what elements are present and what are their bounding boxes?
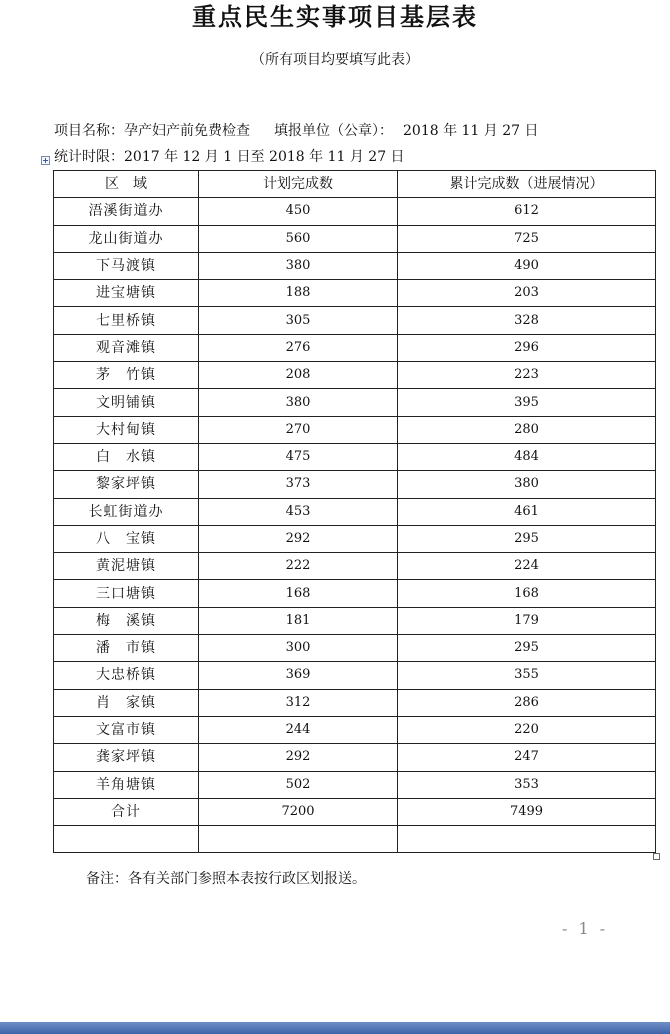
table-row [54, 443, 656, 470]
table-row [54, 198, 656, 225]
table-row [54, 580, 656, 607]
table-row [54, 716, 656, 743]
cell-planned: 181 [199, 607, 398, 634]
table-row [54, 280, 656, 307]
table-row [54, 744, 656, 771]
cell-cumulative: 295 [398, 635, 656, 662]
cell-planned: 369 [199, 662, 398, 689]
header-cumulative: 累计完成数（进展情况） [398, 171, 656, 198]
cell-region: 龙山街道办 [54, 225, 199, 252]
table-row [54, 771, 656, 798]
cell-planned: 475 [199, 443, 398, 470]
remark-note: 备注：各有关部门参照本表按行政区划报送。 [86, 871, 366, 887]
cell-planned: 450 [199, 198, 398, 225]
cell-region: 潘 市镇 [54, 635, 199, 662]
cell-planned [199, 826, 398, 853]
table-row [54, 362, 656, 389]
cell-cumulative: 353 [398, 771, 656, 798]
cell-region: 浯溪街道办 [54, 198, 199, 225]
table-row [54, 225, 656, 252]
cell-region: 进宝塘镇 [54, 280, 199, 307]
table-row [54, 252, 656, 279]
project-info-line [54, 121, 539, 141]
cell-cumulative: 220 [398, 716, 656, 743]
table-move-handle-icon[interactable] [41, 156, 50, 165]
cell-region: 龚家坪镇 [54, 744, 199, 771]
reporting-unit-label: 填报单位（公章）： [274, 123, 393, 139]
table-resize-handle[interactable] [653, 853, 660, 860]
table-row [54, 607, 656, 634]
cell-planned: 208 [199, 362, 398, 389]
cell-region: 三口塘镇 [54, 580, 199, 607]
cell-planned: 300 [199, 635, 398, 662]
cell-cumulative: 484 [398, 443, 656, 470]
cell-planned: 188 [199, 280, 398, 307]
cell-cumulative: 286 [398, 689, 656, 716]
table-row [54, 635, 656, 662]
cell-cumulative: 461 [398, 498, 656, 525]
cell-planned: 270 [199, 416, 398, 443]
taskbar-strip [0, 1022, 670, 1034]
cell-planned: 312 [199, 689, 398, 716]
cell-cumulative: 612 [398, 198, 656, 225]
cell-cumulative: 328 [398, 307, 656, 334]
cell-planned: 453 [199, 498, 398, 525]
cell-cumulative: 355 [398, 662, 656, 689]
cell-cumulative: 296 [398, 334, 656, 361]
table-row [54, 689, 656, 716]
cell-cumulative: 490 [398, 252, 656, 279]
total-row [54, 798, 656, 825]
cell-cumulative: 295 [398, 525, 656, 552]
cell-region: 黄泥塘镇 [54, 553, 199, 580]
document-title: 重点民生实事项目基层表 [192, 2, 478, 31]
cell-cumulative: 395 [398, 389, 656, 416]
cell-region: 合计 [54, 798, 199, 825]
header-planned: 计划完成数 [199, 171, 398, 198]
cell-planned: 373 [199, 471, 398, 498]
cell-planned: 560 [199, 225, 398, 252]
cell-cumulative: 179 [398, 607, 656, 634]
cell-region: 文富市镇 [54, 716, 199, 743]
cell-region [54, 826, 199, 853]
cell-region: 茅 竹镇 [54, 362, 199, 389]
table-row [54, 498, 656, 525]
cell-cumulative: 380 [398, 471, 656, 498]
cell-region: 肖 家镇 [54, 689, 199, 716]
cell-cumulative: 725 [398, 225, 656, 252]
statistics-period: 统计时限：2017 年 12 月 1 日至 2018 年 11 月 27 日 [54, 149, 405, 165]
cell-planned: 305 [199, 307, 398, 334]
report-date: 2018 年 11 月 27 日 [403, 123, 539, 139]
table-row [54, 389, 656, 416]
cell-region: 文明铺镇 [54, 389, 199, 416]
cell-planned: 292 [199, 525, 398, 552]
table-header-row [54, 171, 656, 198]
cell-cumulative: 247 [398, 744, 656, 771]
header-region: 区 域 [54, 171, 199, 198]
cell-planned: 292 [199, 744, 398, 771]
cell-planned: 168 [199, 580, 398, 607]
cell-cumulative: 280 [398, 416, 656, 443]
document-subtitle: （所有项目均要填写此表） [251, 52, 419, 68]
table-row [54, 307, 656, 334]
table-row [54, 471, 656, 498]
cell-region: 八 宝镇 [54, 525, 199, 552]
cell-region: 梅 溪镇 [54, 607, 199, 634]
cell-region: 下马渡镇 [54, 252, 199, 279]
cell-planned: 244 [199, 716, 398, 743]
cell-region: 七里桥镇 [54, 307, 199, 334]
cell-cumulative: 203 [398, 280, 656, 307]
cell-region: 大忠桥镇 [54, 662, 199, 689]
table-row [54, 334, 656, 361]
cell-planned: 502 [199, 771, 398, 798]
cell-cumulative [398, 826, 656, 853]
cell-planned: 222 [199, 553, 398, 580]
cell-cumulative: 224 [398, 553, 656, 580]
cell-region: 白 水镇 [54, 443, 199, 470]
cell-region: 长虹街道办 [54, 498, 199, 525]
table-row [54, 525, 656, 552]
cell-planned: 380 [199, 389, 398, 416]
data-table [53, 170, 656, 853]
cell-region: 羊角塘镇 [54, 771, 199, 798]
page-number: - 1 - [562, 919, 609, 938]
cell-cumulative: 223 [398, 362, 656, 389]
cell-planned: 7200 [199, 798, 398, 825]
cell-region: 黎家坪镇 [54, 471, 199, 498]
cell-planned: 276 [199, 334, 398, 361]
cell-region: 观音滩镇 [54, 334, 199, 361]
empty-row [54, 826, 656, 853]
table-row [54, 553, 656, 580]
cell-cumulative: 7499 [398, 798, 656, 825]
cell-region: 大村甸镇 [54, 416, 199, 443]
cell-cumulative: 168 [398, 580, 656, 607]
cell-planned: 380 [199, 252, 398, 279]
project-name: 项目名称：孕产妇产前免费检查 [54, 123, 250, 139]
table-row [54, 662, 656, 689]
table-row [54, 416, 656, 443]
